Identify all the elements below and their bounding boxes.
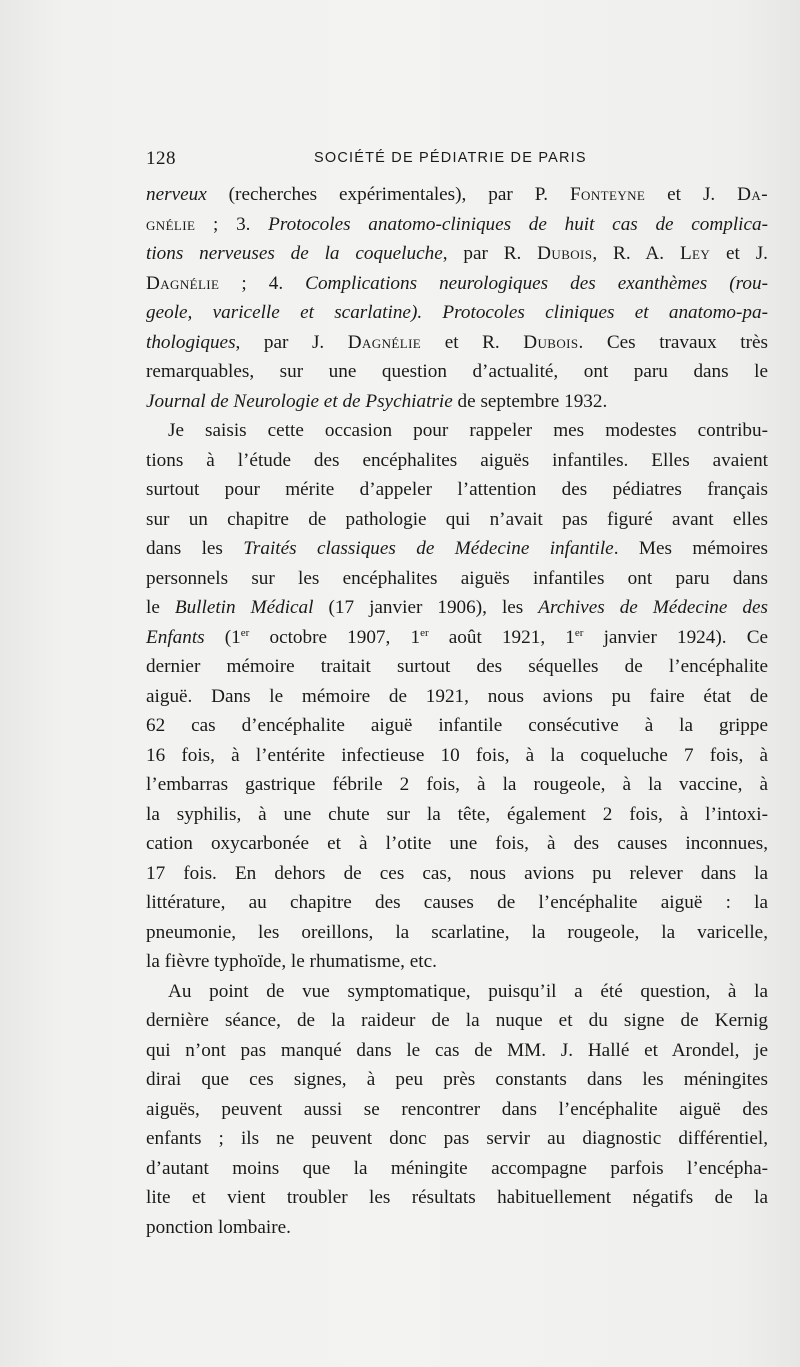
body-text bbox=[146, 180, 768, 1242]
text-line bbox=[146, 1095, 768, 1125]
text-line bbox=[146, 593, 768, 623]
text-run: dans les bbox=[146, 538, 244, 559]
text-line bbox=[146, 652, 768, 682]
italic-text: nerveux bbox=[146, 184, 207, 205]
small-caps-name: Dubois bbox=[523, 331, 579, 353]
text-line bbox=[146, 947, 768, 977]
text-run: . Mes mémoires bbox=[613, 538, 768, 559]
text-line bbox=[146, 210, 768, 240]
text-run: et R. bbox=[421, 331, 524, 353]
text-run: (recherches expérimentales), par P. bbox=[206, 184, 570, 205]
superscript: er bbox=[240, 626, 250, 639]
text-run: dernière séance, de la raideur de la nuque et du signe de Kernig bbox=[146, 1010, 768, 1031]
text-run: . Ces travaux très bbox=[578, 331, 768, 353]
text-line bbox=[146, 741, 768, 771]
text-run: surtout pour mérite d’appeler l’attention des pédiatres français bbox=[146, 479, 768, 500]
text-run: 16 fois, à l’entérite infectieuse 10 fois, à la coqueluche 7 fois, à bbox=[146, 744, 768, 766]
text-run: la syphilis, à une chute sur la tête, également 2 fois, à l’intoxi- bbox=[146, 803, 768, 825]
text-run: et J. bbox=[645, 184, 738, 205]
italic-text: Enfants bbox=[146, 626, 205, 648]
text-line bbox=[146, 328, 768, 358]
italic-text: thologiques bbox=[146, 331, 236, 353]
italic-text: Traités classiques de Médecine infantile bbox=[243, 538, 614, 559]
text-run: lite et vient troubler les résultats habituellement négatifs de la bbox=[146, 1187, 768, 1208]
text-line bbox=[146, 357, 768, 387]
text-line bbox=[146, 977, 768, 1007]
text-run: , R. A. bbox=[592, 243, 680, 264]
text-run: 62 cas d’encéphalite aiguë infantile consécutive à la grippe bbox=[146, 715, 768, 736]
text-run: le bbox=[146, 597, 175, 618]
text-run: Au point de vue symptomatique, puisqu’il a été question, à la bbox=[168, 980, 768, 1002]
text-line bbox=[146, 1065, 768, 1095]
text-run: enfants ; ils ne peuvent donc pas servir au diagnostic différentiel, bbox=[146, 1128, 768, 1149]
text-run: cation oxycarbonée et à l’otite une fois, à des causes inconnues, bbox=[146, 833, 768, 854]
text-run: dernier mémoire traitait surtout des séquelles de l’encéphalite bbox=[146, 656, 768, 677]
text-line bbox=[146, 387, 768, 417]
text-line bbox=[146, 475, 768, 505]
text-line bbox=[146, 1183, 768, 1213]
italic-text: tions nerveuses de la coqueluche bbox=[146, 243, 443, 264]
text-run: (17 janvier 1906), les bbox=[313, 597, 539, 618]
small-caps-name: Dagnélie bbox=[146, 272, 220, 294]
text-run: janvier 1924). Ce bbox=[583, 626, 769, 648]
text-line bbox=[146, 534, 768, 564]
text-run: littérature, au chapitre des causes de l’encéphalite aiguë : la bbox=[146, 892, 768, 913]
text-run: 17 fois. En dehors de ces cas, nous avions pu relever dans la bbox=[146, 862, 768, 884]
text-run: personnels sur les encéphalites aiguës infantiles ont paru dans bbox=[146, 567, 768, 589]
italic-text: Journal de Neurologie et de Psychiatrie bbox=[146, 390, 453, 412]
text-line bbox=[146, 239, 768, 269]
small-caps-name: Fonteyne bbox=[569, 184, 646, 205]
page-number: 128 bbox=[146, 148, 176, 169]
text-line bbox=[146, 888, 768, 918]
text-run: tions à l’étude des encéphalites aiguës infantiles. Elles avaient bbox=[146, 449, 768, 471]
text-run: ponction lombaire. bbox=[146, 1216, 291, 1238]
page-header bbox=[146, 148, 766, 172]
text-line bbox=[146, 1036, 768, 1066]
text-line bbox=[146, 505, 768, 535]
text-line bbox=[146, 446, 768, 476]
text-run: la fièvre typhoïde, le rhumatisme, etc. bbox=[146, 951, 437, 972]
italic-text: Archives de Médecine des bbox=[538, 597, 768, 618]
text-line bbox=[146, 1006, 768, 1036]
text-line bbox=[146, 711, 768, 741]
text-line bbox=[146, 770, 768, 800]
text-run: pneumonie, les oreillons, la scarlatine, la rougeole, la varicelle, bbox=[146, 921, 768, 943]
text-line bbox=[146, 298, 768, 328]
text-run: qui n’ont pas manqué dans le cas de MM. J. Hallé et Arondel, je bbox=[146, 1039, 768, 1061]
text-run: , par J. bbox=[235, 331, 348, 353]
text-run: de septembre 1932. bbox=[452, 390, 608, 412]
text-line bbox=[146, 1154, 768, 1184]
text-run: aiguës, peuvent aussi se rencontrer dans l’encéphalite aiguë des bbox=[146, 1098, 768, 1120]
small-caps-name: Dagnélie bbox=[347, 331, 422, 353]
small-caps-name: gnélie bbox=[146, 213, 196, 235]
text-line bbox=[146, 682, 768, 712]
text-run: l’embarras gastrique fébrile 2 fois, à la rougeole, à la vaccine, à bbox=[146, 774, 768, 795]
text-line bbox=[146, 269, 768, 299]
italic-text: geole, varicelle et scarlatine). Protocoles cliniques et anatomo-pa- bbox=[146, 302, 768, 323]
text-line bbox=[146, 1124, 768, 1154]
small-caps-name: Da- bbox=[737, 184, 768, 205]
text-line bbox=[146, 918, 768, 948]
text-run: dirai que ces signes, à peu près constants dans les méningites bbox=[146, 1069, 768, 1090]
text-line bbox=[146, 180, 768, 210]
text-line bbox=[146, 859, 768, 889]
italic-text: Complications neurologiques des exanthèmes (rou- bbox=[305, 272, 768, 294]
running-head: SOCIÉTÉ DE PÉDIATRIE DE PARIS bbox=[314, 150, 587, 166]
text-run: , par R. bbox=[442, 243, 538, 264]
text-run: (1 bbox=[204, 626, 241, 648]
text-run: ; 4. bbox=[219, 272, 306, 294]
text-line bbox=[146, 829, 768, 859]
text-line bbox=[146, 623, 768, 653]
text-line bbox=[146, 416, 768, 446]
text-line bbox=[146, 800, 768, 830]
italic-text: Protocoles anatomo-cliniques de huit cas de complica- bbox=[268, 213, 768, 235]
text-run: et J. bbox=[710, 243, 768, 264]
text-run: Je saisis cette occasion pour rappeler mes modestes contribu- bbox=[168, 420, 768, 441]
text-run: remarquables, sur une question d’actualité, ont paru dans le bbox=[146, 361, 768, 382]
text-run: octobre 1907, 1 bbox=[249, 626, 421, 648]
small-caps-name: Ley bbox=[679, 243, 711, 264]
small-caps-name: Dubois bbox=[537, 243, 593, 264]
text-line bbox=[146, 564, 768, 594]
text-run: août 1921, 1 bbox=[428, 626, 575, 648]
text-run: d’autant moins que la méningite accompagne parfois l’encépha- bbox=[146, 1157, 768, 1179]
text-run: aiguë. Dans le mémoire de 1921, nous avions pu faire état de bbox=[146, 685, 768, 707]
text-run: ; 3. bbox=[195, 213, 269, 235]
italic-text: Bulletin Médical bbox=[174, 597, 314, 618]
text-run: sur un chapitre de pathologie qui n’avait pas figuré avant elles bbox=[146, 508, 768, 530]
text-line bbox=[146, 1213, 768, 1243]
superscript: er bbox=[420, 626, 429, 639]
superscript: er bbox=[574, 626, 584, 639]
